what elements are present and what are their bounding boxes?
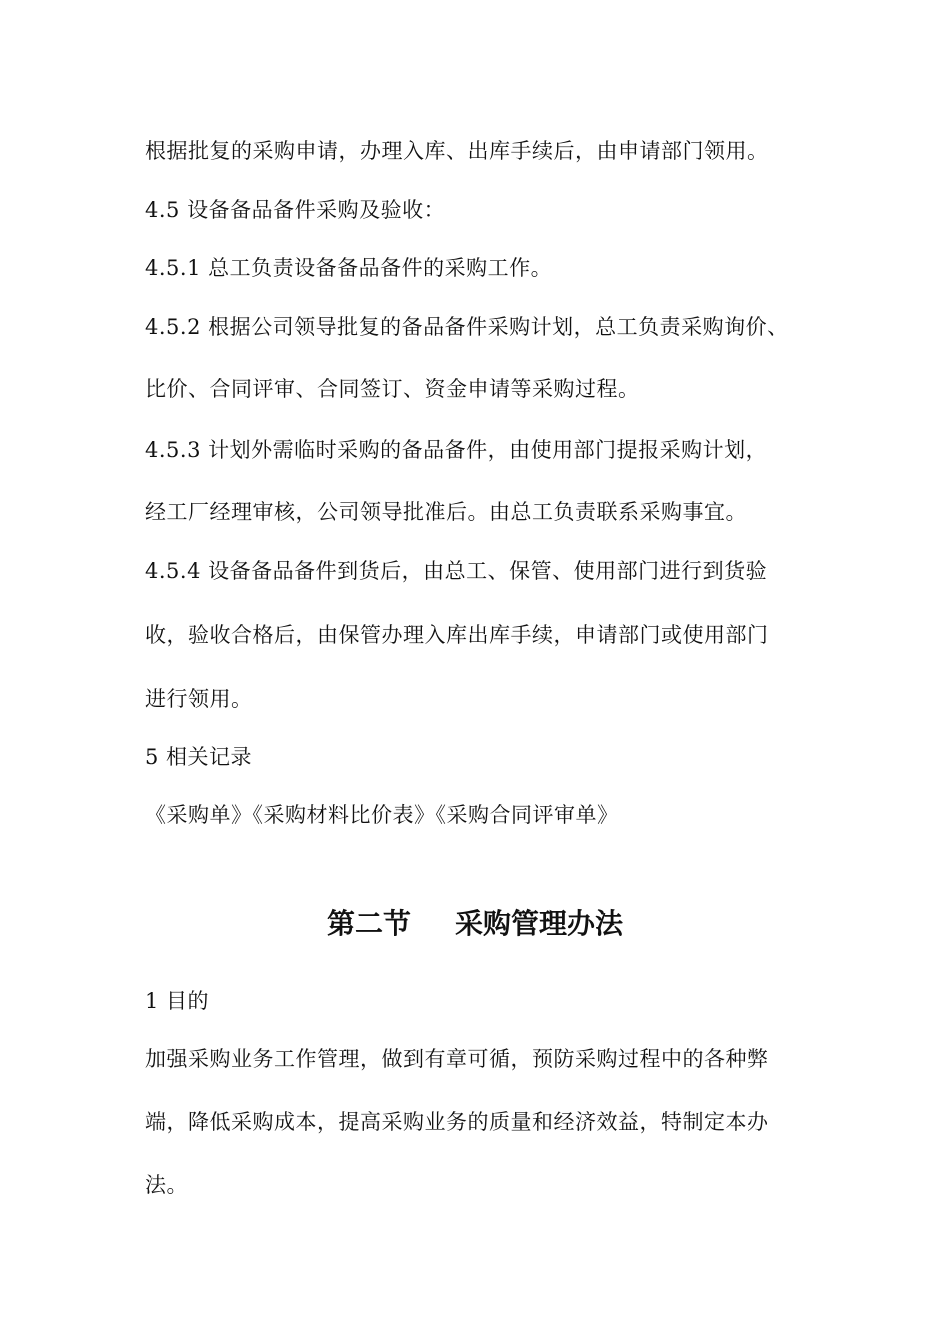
clause-4-5-3-continued: 经工厂经理审核，公司领导批准后。由总工负责联系采购事宜。 <box>145 500 747 524</box>
section-number: 第二节 <box>326 907 411 940</box>
section-name: 采购管理办法 <box>455 907 624 940</box>
clause-4-5-1: 4.5.1 总工负责设备备品备件的采购工作。 <box>145 256 553 280</box>
section-title <box>0 906 950 942</box>
purpose-heading: 1 目的 <box>145 989 210 1013</box>
clause-heading-4-5: 4.5 设备备品备件采购及验收： <box>145 198 446 222</box>
purpose-paragraph-end: 法。 <box>145 1173 188 1197</box>
records-list: 《采购单》《采购材料比价表》《采购合同评审单》 <box>145 803 619 827</box>
purpose-paragraph-line: 端，降低采购成本，提高采购业务的质量和经济效益，特制定本办 <box>145 1110 769 1134</box>
clause-4-5-4-continued: 收，验收合格后，由保管办理入库出库手续，申请部门或使用部门 <box>145 623 769 647</box>
clause-4-5-2-continued: 比价、合同评审、合同签订、资金申请等采购过程。 <box>145 377 640 401</box>
section-5-heading: 5 相关记录 <box>145 745 253 769</box>
purpose-paragraph-line: 加强采购业务工作管理，做到有章可循，预防采购过程中的各种弊 <box>145 1047 769 1071</box>
clause-4-5-4-end: 进行领用。 <box>145 687 253 711</box>
clause-4-5-3: 4.5.3 计划外需临时采购的备品备件，由使用部门提报采购计划， <box>145 438 768 462</box>
clause-4-5-4: 4.5.4 设备备品备件到货后，由总工、保管、使用部门进行到货验 <box>145 559 768 583</box>
clause-4-5-2: 4.5.2 根据公司领导批复的备品备件采购计划，总工负责采购询价、 <box>145 315 789 339</box>
paragraph-line: 根据批复的采购申请，办理入库、出库手续后，由申请部门领用。 <box>145 139 769 163</box>
